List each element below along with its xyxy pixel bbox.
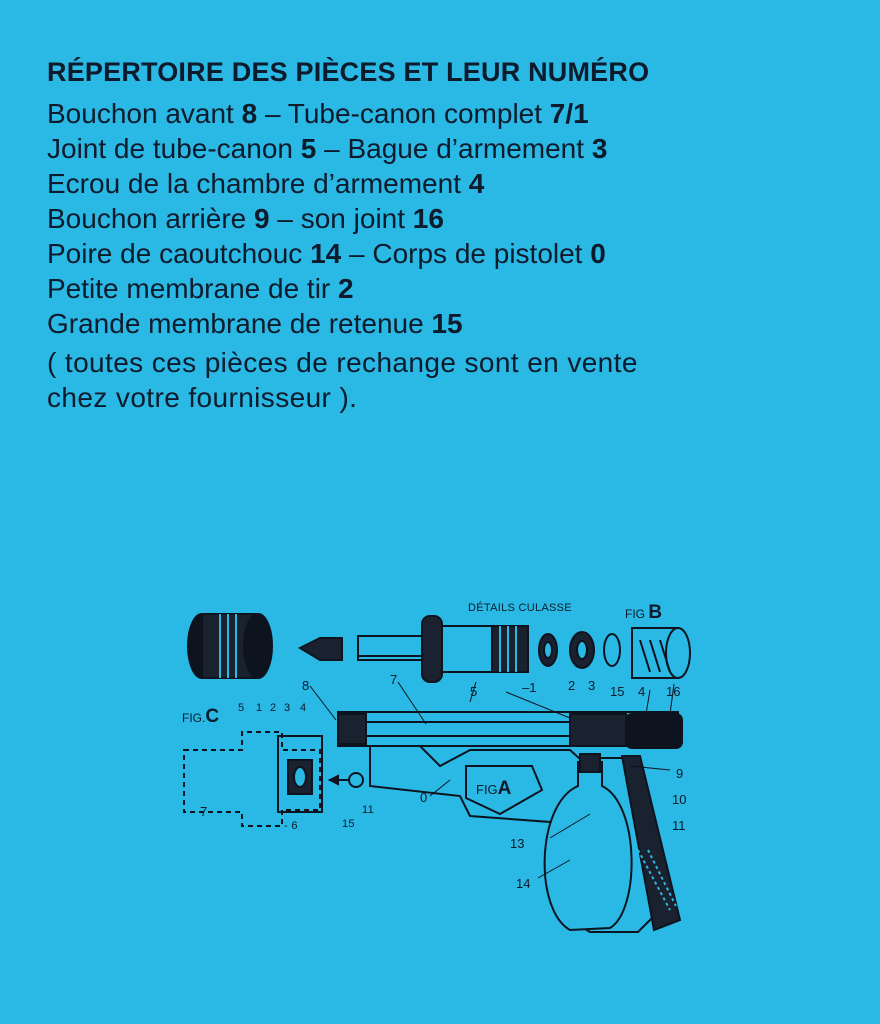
fig-c-callout-4: 4: [300, 702, 307, 714]
part-name: – Bague d’armement: [316, 133, 592, 164]
callout-0: 0: [420, 790, 428, 805]
fig-c-callout-6: - 6: [284, 820, 298, 832]
parts-line: [47, 166, 837, 201]
pistol-body-drawing: [338, 712, 682, 932]
parts-line: [47, 306, 837, 341]
part-name: – Corps de pistolet: [341, 238, 591, 269]
fig-c-detail-drawing: [184, 732, 363, 826]
availability-note: [47, 345, 837, 415]
part-name: Ecrou de la chambre d’armement: [47, 168, 469, 199]
part-name: Grande membrane de retenue: [47, 308, 432, 339]
fig-b-prefix: FIG: [625, 607, 645, 621]
part-name: Bouchon avant: [47, 98, 242, 129]
part-name: – son joint: [269, 203, 413, 234]
fig-c-label: [182, 706, 219, 728]
parts-line: [47, 236, 837, 271]
part-number: 15: [431, 308, 463, 339]
fig-c-callout-1: 1: [256, 702, 263, 714]
fig-b-label: [625, 602, 662, 624]
fig-a-label: [476, 778, 511, 800]
part-name: Petite membrane de tir: [47, 273, 339, 304]
callout-5: 5: [470, 684, 478, 699]
details-culasse-label: DÉTAILS CULASSE: [468, 602, 572, 614]
parts-lines: [47, 96, 837, 341]
callout-14: 14: [516, 876, 531, 891]
callout-9: 9: [676, 766, 684, 781]
callout-13: 13: [510, 836, 525, 851]
part-number: 16: [412, 203, 444, 234]
fig-c-callout-15: 15: [342, 818, 355, 830]
parts-line: [47, 201, 837, 236]
part-number: 4: [468, 168, 485, 199]
callout-16: 16: [666, 684, 681, 699]
parts-line: [47, 131, 837, 166]
part-number: 7/1: [549, 98, 589, 129]
fig-a-prefix: FIG: [476, 782, 498, 797]
pistol-drawing: [170, 590, 710, 960]
callout-2: 2: [568, 678, 576, 693]
fig-c-prefix: FIG.: [182, 711, 206, 725]
part-number: 14: [310, 238, 342, 269]
parts-line: [47, 271, 837, 306]
callout-11: 11: [672, 818, 686, 833]
note-line-2: chez votre fournisseur ).: [47, 382, 358, 413]
fig-c-callout-3: 3: [284, 702, 291, 714]
part-name: – Tube-canon complet: [257, 98, 550, 129]
fig-c-letter: C: [205, 706, 220, 727]
parts-heading: RÉPERTOIRE DES PIÈCES ET LEUR NUMÉRO: [47, 57, 650, 87]
part-number: 0: [590, 238, 606, 269]
fig-c-callout-11: 11: [362, 804, 375, 816]
fig-b-letter: B: [648, 602, 663, 623]
fig-c-callout-7: 7: [200, 804, 208, 819]
fig-a-letter: A: [497, 778, 512, 799]
front-cap-drawing: [188, 614, 272, 678]
parts-directory: [47, 54, 837, 415]
callout-10: 10: [672, 792, 687, 807]
callout-8: 8: [302, 678, 310, 693]
part-number: 3: [591, 133, 608, 164]
note-line-1: ( toutes ces pièces de rechange sont en vente: [47, 347, 638, 378]
parts-line: [47, 96, 837, 131]
part-number: 9: [254, 203, 270, 234]
fig-c-callout-5: 5: [238, 702, 245, 714]
fig-c-callout-2: 2: [270, 702, 277, 714]
callout-3: 3: [588, 678, 596, 693]
part-name: Joint de tube-canon: [47, 133, 301, 164]
callout-4-top: 4: [638, 684, 646, 699]
callout-1: –1: [522, 680, 537, 695]
callout-15-top: 15: [610, 684, 625, 699]
part-name: Bouchon arrière: [47, 203, 255, 234]
part-number: 8: [241, 98, 258, 129]
part-number: 5: [300, 133, 317, 164]
callout-7-top: 7: [390, 672, 398, 687]
part-number: 2: [338, 273, 354, 304]
part-name: Poire de caoutchouc: [47, 238, 311, 269]
exploded-diagram: [170, 590, 710, 960]
